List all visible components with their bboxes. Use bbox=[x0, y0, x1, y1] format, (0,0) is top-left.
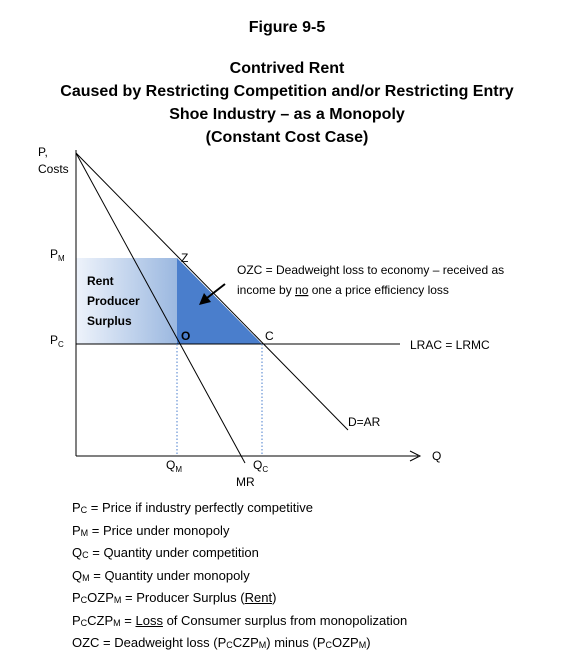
rent-label-line3: Surplus bbox=[87, 314, 132, 328]
title-line-3: Shoe Industry – as a Monopoly bbox=[169, 106, 405, 123]
legend-line-consumer-loss: $P_CCZP_M$ = Loss of Consumer surplus from monopolization bbox=[72, 612, 408, 628]
title-line-1: Contrived Rent bbox=[229, 60, 345, 77]
lrac-lrmc-label: LRAC = LRMC bbox=[410, 338, 490, 352]
rent-label-line2: Producer bbox=[87, 294, 140, 308]
mr-label: MR bbox=[236, 475, 255, 489]
qm-tick-label: $Q_M$ bbox=[166, 458, 183, 474]
legend-line-qc: $Q_C$ = Quantity under competition bbox=[72, 545, 259, 560]
y-axis-label-line1: P, bbox=[38, 145, 48, 159]
qc-tick-label: $Q_C$ bbox=[253, 458, 269, 474]
point-z-label: Z bbox=[181, 251, 189, 265]
pc-tick-label: $P_C$ bbox=[50, 333, 64, 349]
dwl-annotation-line1: OZC = Deadweight loss to economy – received as bbox=[237, 263, 505, 277]
point-c-label: C bbox=[265, 329, 274, 343]
rent-label-line1: Rent bbox=[87, 274, 114, 288]
y-axis-label-line2: Costs bbox=[38, 162, 69, 176]
legend-line-pm: $P_M$ = Price under monopoly bbox=[72, 522, 230, 538]
pm-tick-label: $P_M$ bbox=[50, 247, 65, 263]
legend-line-ozc: OZC = Deadweight loss $(P_CCZP_M)$ minus $(P_COZP_M)$ bbox=[72, 635, 371, 650]
legend bbox=[72, 498, 407, 656]
point-o-label: O bbox=[181, 329, 191, 343]
title-line-4: (Constant Cost Case) bbox=[205, 129, 369, 146]
demand-label: D=AR bbox=[348, 415, 381, 429]
dwl-annotation-line2: income by no one a price efficiency loss bbox=[237, 283, 449, 297]
title-line-2: Caused by Restricting Competition and/or Restricting Entry bbox=[60, 83, 514, 100]
legend-line-qm: $Q_M$ = Quantity under monopoly bbox=[72, 567, 250, 583]
legend-line-pc: $P_C$ = Price if industry perfectly competitive bbox=[72, 500, 313, 515]
figure-label: Figure 9-5 bbox=[248, 19, 326, 36]
legend-line-producer-surplus: $P_COZP_M$ = Producer Surplus (Rent) bbox=[72, 590, 277, 605]
x-axis-label: Q bbox=[432, 449, 442, 463]
